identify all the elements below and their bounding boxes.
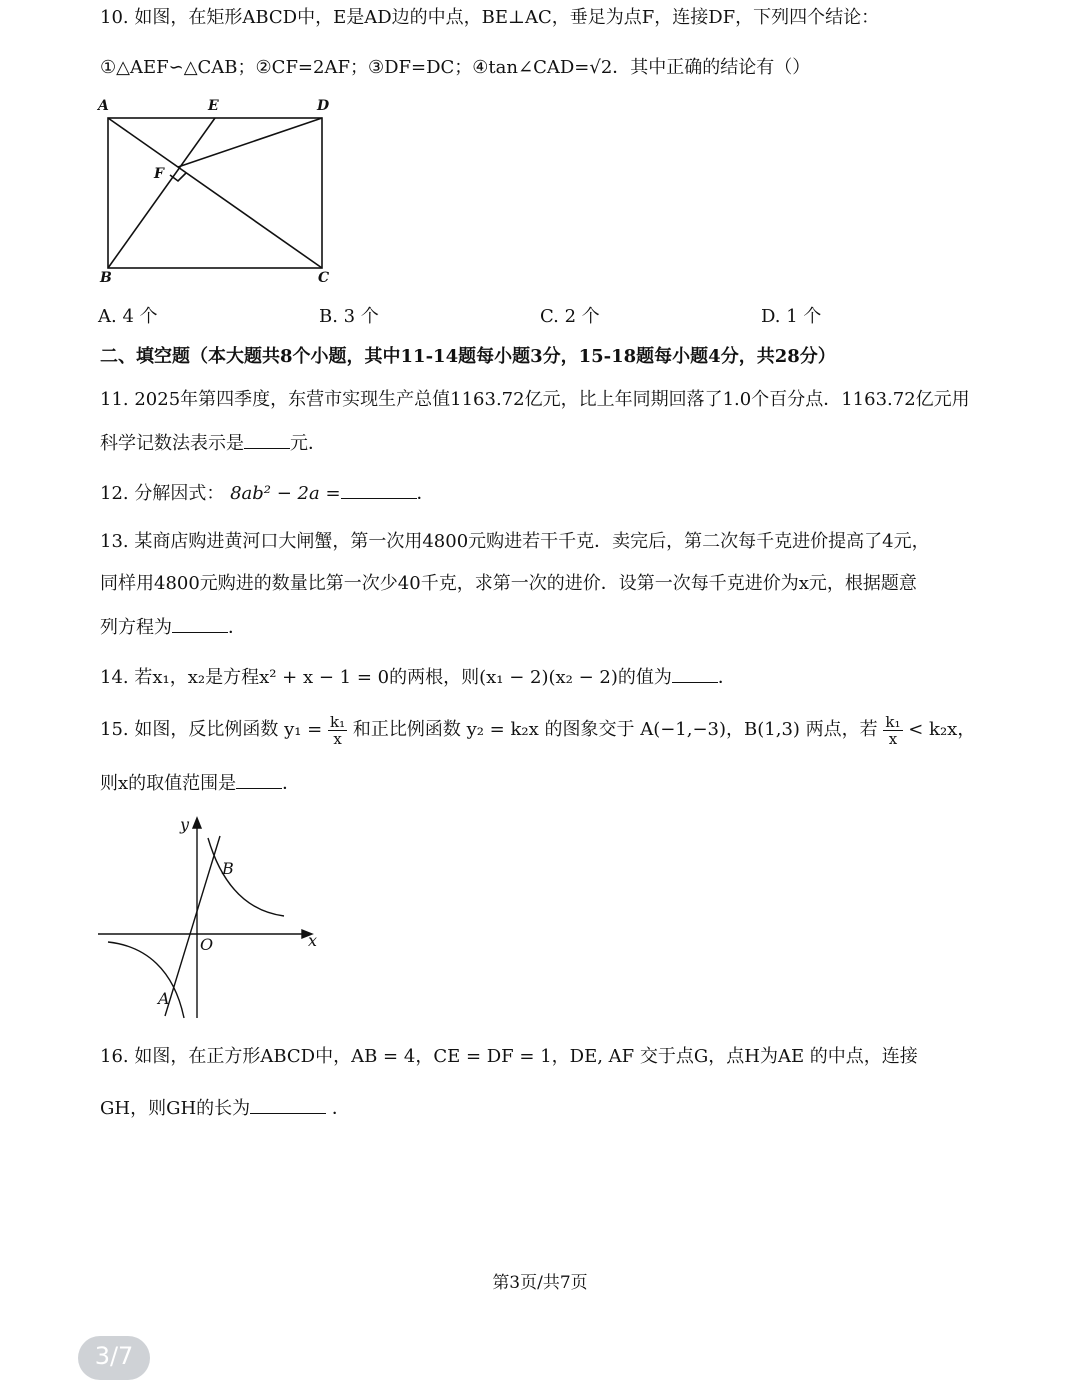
q15-frac1-den: x <box>333 729 342 748</box>
section-title: 二、填空题（本大题共8个小题，其中11-14题每小题3分，15-18题每小题4分，共28分） <box>100 346 836 367</box>
q10-line1: 10. 如图，在矩形ABCD中，E是AD边的中点，BE⊥AC，垂足为点F，连接DF，下列四个结论： <box>100 7 880 28</box>
q11-line2-text: 科学记数法表示是 <box>100 433 244 454</box>
q12-line <box>100 480 435 506</box>
q15-middle: 和正比例函数 y₂ = k₂x 的图象交于 A(−1,−3)，B(1,3) 两点，若 <box>352 719 878 740</box>
graph-label-a: A <box>158 989 170 1008</box>
option-a[interactable]: A. 4 个 <box>98 306 158 327</box>
q15-frac1-num: k₁ <box>330 712 346 731</box>
label-b: B <box>100 270 112 286</box>
label-c: C <box>318 270 330 286</box>
q15-function-graph <box>96 812 326 1024</box>
q15-frac2-den: x <box>888 729 898 748</box>
option-c[interactable]: C. 2 个 <box>540 306 600 327</box>
q15-line1 <box>100 708 975 752</box>
q12-expression: 8ab² − 2a = <box>230 483 341 504</box>
graph-label-x: x <box>308 931 318 950</box>
q10-line2: ①△AEF∽△CAB；②CF=2AF；③DF=DC；④tan∠CAD=√2．其中正确的结论有（） <box>100 57 811 78</box>
q11-answer-blank[interactable] <box>244 430 290 449</box>
label-d: D <box>317 98 330 114</box>
q15-fraction-2 <box>883 714 902 747</box>
q15-line2-suffix: ． <box>282 773 301 794</box>
q11-line2 <box>100 430 326 456</box>
label-e: E <box>208 98 219 114</box>
option-b[interactable]: B. 3 个 <box>319 306 379 327</box>
q14-line <box>100 664 736 690</box>
label-a: A <box>98 98 109 114</box>
q15-prefix: 15. 如图，反比例函数 y₁ = <box>100 719 323 740</box>
q15-answer-blank[interactable] <box>236 770 282 789</box>
graph-label-y: y <box>180 815 190 834</box>
q15-fraction-1 <box>328 714 347 747</box>
q12-answer-blank[interactable] <box>341 480 417 499</box>
q16-line2 <box>100 1095 350 1121</box>
segment-be <box>108 118 215 268</box>
y-axis-arrow <box>193 818 201 828</box>
segment-df <box>178 118 322 167</box>
q13-line2: 同样用4800元购进的数量比第一次少40千克，求第一次的进价．设第一次每千克进价为x元，根据题意 <box>100 573 917 594</box>
q16-line2-text: GH，则GH的长为 <box>100 1098 251 1119</box>
q14-text: 14. 若x₁，x₂是方程x² + x − 1 = 0的两根，则(x₁ − 2)(x₂ − 2)的值为 <box>100 667 672 688</box>
segment-ac <box>108 118 322 268</box>
q15-frac2-num: k₁ <box>885 712 901 731</box>
q11-line1: 11. 2025年第四季度，东营市实现生产总值1163.72亿元，比上年同期回落了1.0个百分点．1163.72亿元用 <box>100 389 970 410</box>
q13-line3-text: 列方程为 <box>100 617 172 638</box>
q16-answer-blank[interactable] <box>250 1095 326 1114</box>
graph-label-o: O <box>200 935 214 954</box>
q16-line2-suffix: ． <box>331 1098 350 1119</box>
hyperbola-branch-2 <box>108 942 184 1018</box>
q15-line2 <box>100 770 300 796</box>
q10-rectangle-figure <box>96 92 336 288</box>
q14-suffix: ． <box>717 667 736 688</box>
graph-label-b: B <box>222 859 234 878</box>
q13-line3 <box>100 614 246 640</box>
q13-answer-blank[interactable] <box>172 614 228 633</box>
q13-line3-suffix: ． <box>228 617 246 638</box>
label-f: F <box>154 166 164 182</box>
q13-line1: 13. 某商店购进黄河口大闸蟹，第一次用4800元购进若干千克．卖完后，第二次每千克进价提高了4元， <box>100 531 930 552</box>
q15-line2-text: 则x的取值范围是 <box>100 773 237 794</box>
q15-suffix: < k₂x， <box>908 719 976 740</box>
q14-answer-blank[interactable] <box>672 664 718 683</box>
line-y2 <box>165 836 220 1016</box>
option-d[interactable]: D. 1 个 <box>761 306 822 327</box>
q12-prefix: 12. 分解因式： <box>100 483 225 504</box>
q12-suffix: ． <box>416 483 435 504</box>
q16-line1: 16. 如图，在正方形ABCD中，AB = 4，CE = DF = 1，DE, AF 交于点G，点H为AE 的中点，连接 <box>100 1046 918 1067</box>
q11-line2-unit: 元． <box>290 433 326 454</box>
page-indicator-badge[interactable]: 3/7 <box>78 1336 150 1380</box>
page-footer: 第3页/共7页 <box>492 1273 588 1293</box>
hyperbola-branch-1 <box>208 838 284 916</box>
right-angle-mark <box>170 173 186 181</box>
